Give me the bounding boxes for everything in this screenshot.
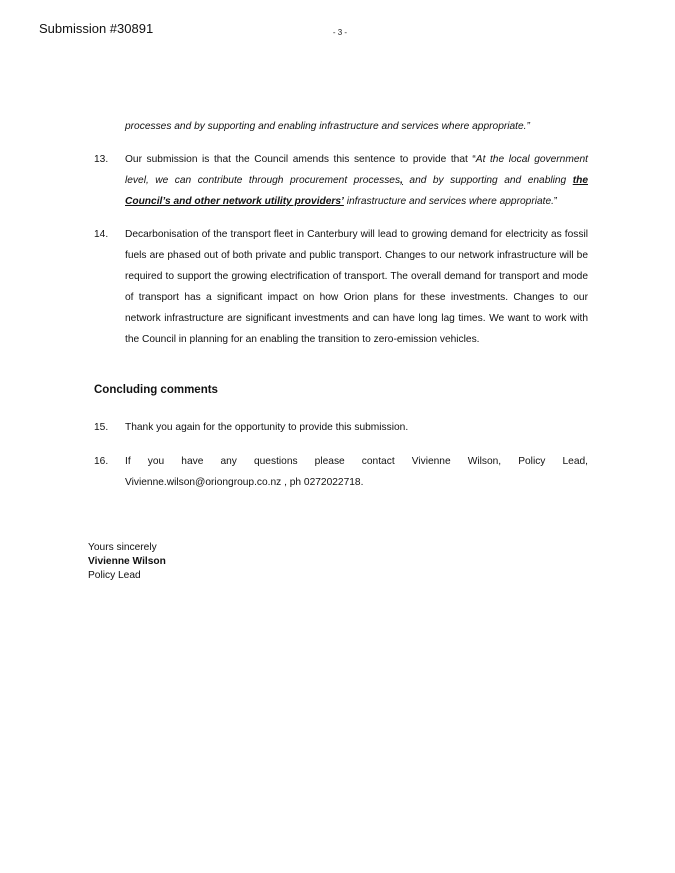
concluding-heading: Concluding comments	[94, 384, 218, 396]
signatory-name: Vivienne Wilson	[88, 556, 166, 567]
item-13-text	[125, 149, 588, 212]
continuation-italic: processes and by supporting and enabling infrastructure and services where appropriate.”	[125, 121, 530, 132]
item-14-text: Decarbonisation of the transport fleet in Canterbury will lead to growing demand for electricity as fossil fuels are phased out of both private and public transport. Changes to our network infrastructure will be required to support the growing electrification of transport. The overall demand for transport and mode of transport has a significant impact on how Orion plans for these investments. Changes to our network infrastructure are significant investments and can have long lag times. We want to work with the Council in planning for an enabling the transition to zero-emission vehicles.	[125, 229, 588, 345]
item-15-text: Thank you again for the opportunity to provide this submission.	[125, 422, 409, 433]
closing-line: Yours sincerely	[88, 542, 157, 553]
continuation-text	[125, 116, 588, 137]
item-13-part2: At the local government level, we can contribute through procurement processes	[125, 154, 588, 186]
page-number: - 3 -	[332, 28, 348, 37]
item-13-part4: and by supporting and enabling	[402, 175, 573, 186]
item-13-part6: infrastructure and services where appropriate.	[343, 196, 554, 207]
item-13-number: 13.	[94, 154, 109, 165]
item-16-text: If you have any questions please contact Vivienne Wilson, Policy Lead, Vivienne.wilson@oriongroup.co.nz , ph 0272022718.	[125, 456, 588, 488]
item-13-part7: ”	[553, 196, 558, 207]
item-13-part1: Our submission is that the Council amends this sentence to provide that “	[125, 154, 476, 165]
item-15-number: 15.	[94, 422, 109, 433]
item-16-number: 16.	[94, 456, 109, 467]
item-13-part5: the Council’s and other network utility providers’	[125, 175, 588, 207]
item-13-part3: ,	[400, 175, 403, 186]
signature-block	[88, 541, 166, 583]
signatory-title: Policy Lead	[88, 570, 141, 581]
submission-id: Submission #30891	[39, 21, 154, 36]
item-14-number: 14.	[94, 229, 109, 240]
